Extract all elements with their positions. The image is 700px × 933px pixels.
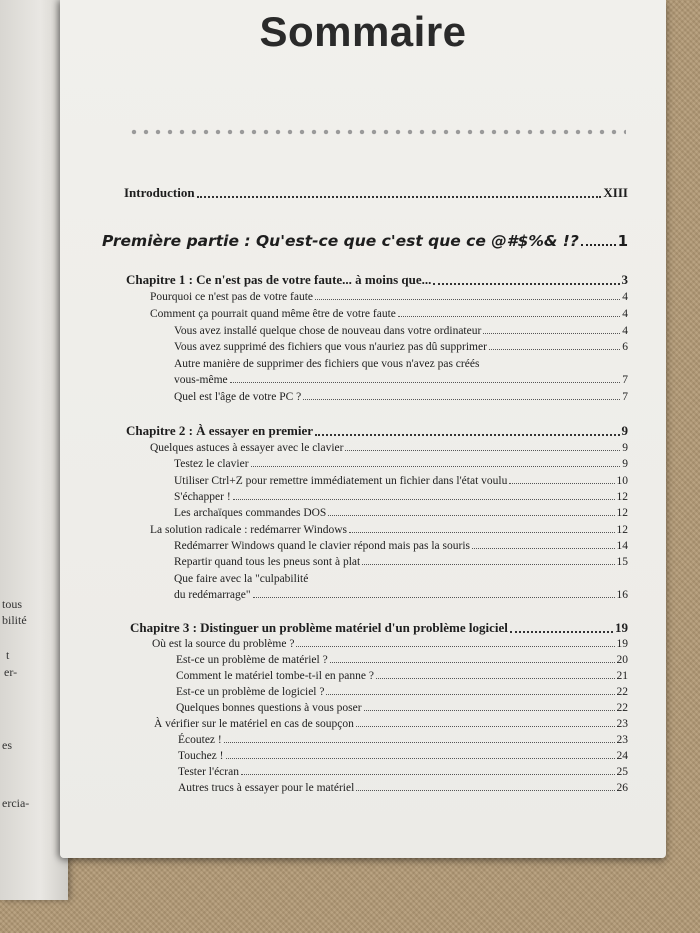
toc-entry: Autres trucs à essayer pour le matériel 26 (178, 782, 628, 794)
toc-entry: Pourquoi ce n'est pas de votre faute 4 (150, 291, 628, 303)
toc-entry: Tester l'écran 25 (178, 766, 628, 778)
toc-entry: Que faire avec la "culpabilité (174, 573, 309, 585)
toc-entry: La solution radicale : redémarrer Windows 12 (150, 524, 628, 536)
toc-entry: Testez le clavier 9 (174, 458, 628, 470)
left-page-text: t (6, 648, 10, 662)
toc-entry: Repartir quand tous les pneus sont à plat 15 (174, 556, 628, 568)
book-page (60, 0, 666, 858)
toc-entry: Où est la source du problème ? 19 (152, 638, 628, 650)
toc-entry: Utiliser Ctrl+Z pour remettre immédiatement un fichier dans l'état voulu 10 (174, 475, 628, 487)
toc-entry: Comment ça pourrait quand même être de votre faute 4 (150, 308, 628, 320)
toc-entry: Comment le matériel tombe-t-il en panne ? 21 (176, 670, 628, 682)
toc-entry: vous-même 7 (174, 374, 628, 386)
toc-entry-part-one: Première partie : Qu'est-ce que c'est que ce @#$%& !? 1 (102, 232, 628, 250)
toc-entry: Est-ce un problème de matériel ? 20 (176, 654, 628, 666)
left-page-text: es (2, 738, 12, 752)
toc-entry: Les archaïques commandes DOS 12 (174, 507, 628, 519)
toc-entry-chapter-3: Chapitre 3 : Distinguer un problème matériel d'un problème logiciel 19 (130, 620, 628, 635)
toc-entry: Vous avez installé quelque chose de nouveau dans votre ordinateur 4 (174, 325, 628, 337)
left-page-text: tous (2, 597, 23, 611)
toc-entry: À vérifier sur le matériel en cas de soupçon 23 (154, 718, 628, 730)
toc-entry: Redémarrer Windows quand le clavier répond mais pas la souris 14 (174, 540, 628, 552)
toc-entry: Autre manière de supprimer des fichiers que vous n'avez pas créés (174, 358, 480, 370)
toc-entry-chapter-1: Chapitre 1 : Ce n'est pas de votre faute... à moins que... 3 (126, 272, 628, 287)
toc-entry: Touchez ! 24 (178, 750, 628, 762)
toc-entry: Quel est l'âge de votre PC ? 7 (174, 391, 628, 403)
page-title: Sommaire (259, 8, 467, 55)
toc-entry: du redémarrage" 16 (174, 589, 628, 601)
toc-entry: Quelques astuces à essayer avec le clavier 9 (150, 442, 628, 454)
toc-entry: Est-ce un problème de logiciel ? 22 (176, 686, 628, 698)
toc-entry: Écoutez ! 23 (178, 734, 628, 746)
left-page-text: bilité (2, 613, 27, 627)
left-book-page (0, 0, 68, 900)
toc-entry: S'échapper ! 12 (174, 491, 628, 503)
left-page-text: er- (4, 665, 18, 679)
toc-entry: Quelques bonnes questions à vous poser 22 (176, 702, 628, 714)
toc-entry: Vous avez supprimé des fichiers que vous n'auriez pas dû supprimer 6 (174, 341, 628, 353)
left-page-text: ercia- (2, 796, 30, 810)
toc-entry-chapter-2: Chapitre 2 : À essayer en premier 9 (126, 423, 628, 438)
table-of-contents (60, 0, 666, 858)
toc-entry-introduction: Introduction XIII (124, 185, 628, 200)
